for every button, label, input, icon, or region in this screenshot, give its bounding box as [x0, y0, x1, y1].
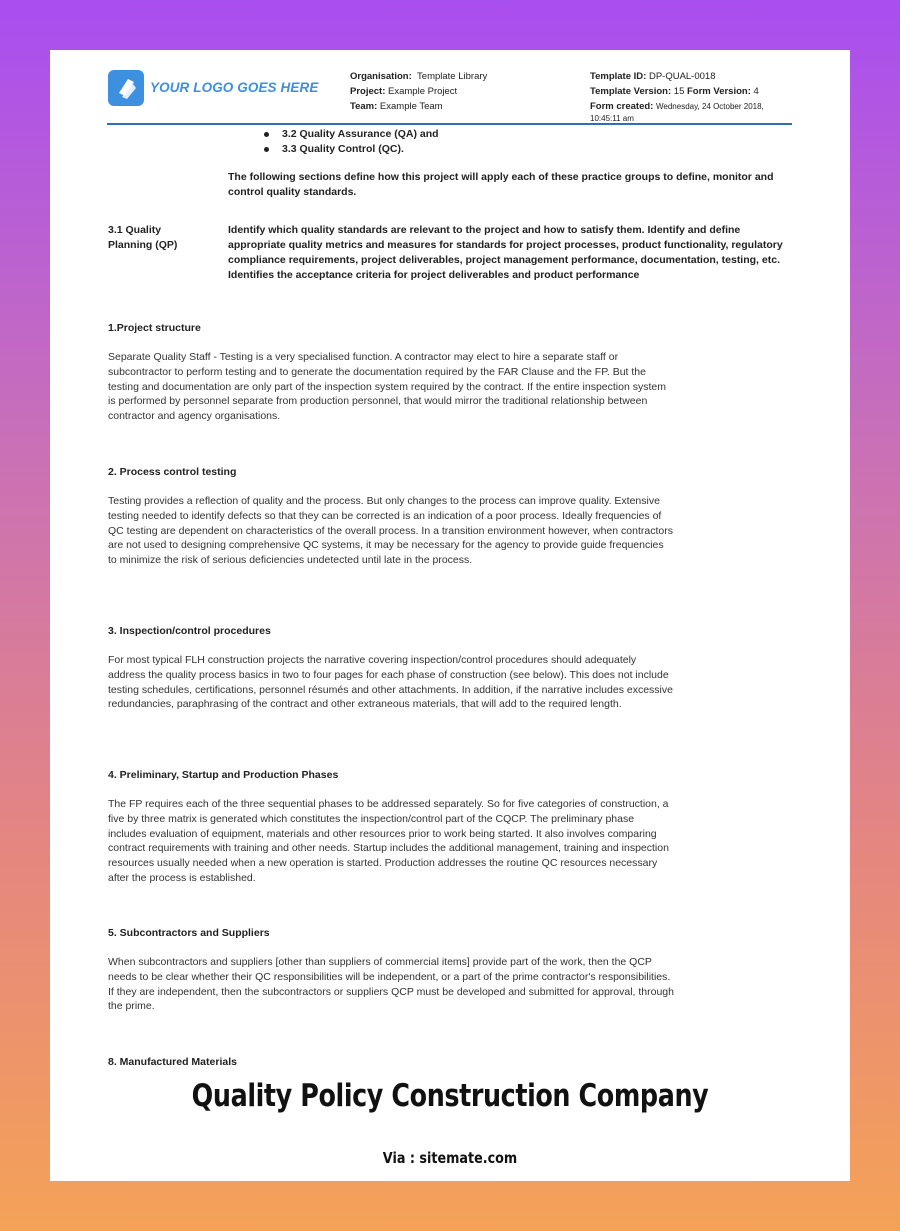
- section-body: For most typical FLH construction projects the narrative covering inspection/control procedures should adequately address the quality process basics in two to four pages for each phase of construction (see below). This does not include testing schedules, certifications, personnel résumés and other attachments. In addition, if the narrative includes excessive redundancies, paraphrasing of the contract and other extraneous materials, that will add to the required length.: [108, 654, 673, 711]
- intro-text: The following sections define how this project will apply each of these practice groups to define, monitor and control quality standards.: [228, 171, 774, 198]
- logo-text: YOUR LOGO GOES HERE: [150, 80, 319, 95]
- header-meta-project: [350, 69, 487, 114]
- section-body: The FP requires each of the three sequential phases to be addressed separately. So for five categories of construction, a five by three matrix is generated which constitutes the inspection/control part of the CQCP. The preliminary phase includes evaluation of equipment, materials and other resources prior to work being started. It also involves comparing contract requirements with training and other needs. Startup includes the additional management, training and inspection resources usually needed when a new operation is started. Production addresses the routine QC resources necessary after the process is established.: [108, 798, 669, 884]
- section-heading: 3. Inspection/control procedures: [108, 625, 271, 637]
- form-created-label: Form created:: [590, 101, 654, 112]
- form-version-label: Form Version:: [687, 86, 751, 97]
- list-item: 3.3 Quality Control (QC).: [264, 142, 439, 157]
- caption-title: Quality Policy Construction Company: [191, 1078, 709, 1114]
- organisation-value: Template Library: [417, 71, 488, 82]
- template-version-value: 15: [673, 86, 685, 97]
- caption-source: Via : sitemate.com: [382, 1149, 518, 1167]
- logo-icon: [108, 70, 144, 106]
- organisation-label: Organisation:: [350, 71, 412, 82]
- section-heading: 8. Manufactured Materials: [108, 1056, 237, 1068]
- header-divider: [107, 123, 792, 125]
- section-body: When subcontractors and suppliers [other than suppliers of commercial items] provide part of the work, then the QCP needs to be clear whether their QC responsibilities will be independent, or a part of the prime contractor's responsibilities. If they are independent, then the subcontractors or suppliers QCP must be developed and submitted for approval, through the prime.: [108, 956, 674, 1013]
- project-label: Project:: [350, 86, 386, 97]
- practice-group-list: [264, 127, 439, 157]
- form-created-time: 10:45:11 am: [590, 114, 634, 123]
- team-label: Team:: [350, 101, 378, 112]
- list-item: 3.2 Quality Assurance (QA) and: [264, 127, 439, 142]
- project-value: Example Project: [388, 86, 458, 97]
- section-heading: 2. Process control testing: [108, 466, 237, 478]
- team-value: Example Team: [379, 101, 443, 112]
- section-heading: 4. Preliminary, Startup and Production Phases: [108, 769, 339, 781]
- document-page: [50, 50, 850, 1181]
- form-version-value: 4: [753, 86, 759, 97]
- qp-label: 3.1 Quality Planning (QP): [108, 224, 178, 251]
- form-created-value: Wednesday, 24 October 2018,: [656, 102, 764, 111]
- section-heading: 1.Project structure: [108, 322, 201, 334]
- header-meta-template: [590, 69, 764, 125]
- template-id-label: Template ID:: [590, 71, 647, 82]
- section-body: Separate Quality Staff - Testing is a very specialised function. A contractor may elect to hire a separate staff or subcontractor to perform testing and to generate the documentation required by the FAR Clause and the FP. But the testing and documentation are only part of the inspection system required by the contract. If the entire inspection system is performed by personnel separate from production personnel, that would mirror the traditional relationship between contractor and agency organisations.: [108, 351, 666, 423]
- section-heading: 5. Subcontractors and Suppliers: [108, 927, 270, 939]
- bullet-icon: [264, 132, 269, 137]
- bullet-icon: [264, 147, 269, 152]
- qp-text: Identify which quality standards are relevant to the project and how to satisfy them. Identify and define appropriate quality metrics and measures for standards for project processes, product functionality, regulatory compliance requirements, project deliverables, project management performance, documentation, testing, etc. Identifies the acceptance criteria for project deliverables and product performance: [228, 224, 783, 281]
- template-id-value: DP-QUAL-0018: [648, 71, 716, 82]
- template-version-label: Template Version:: [590, 86, 672, 97]
- section-body: Testing provides a reflection of quality and the process. But only changes to the process can improve quality. Extensive testing needed to identify defects so that they can be corrected is an indication of a poor process. Ideally frequencies of QC testing are dependent on characteristics of the overall process. In a transition environment however, when contractors are not used to designing comprehensive QC systems, it may be necessary for the agency to provide guide frequencies to minimize the risk of serious deficiencies undetected until late in the process.: [108, 495, 673, 567]
